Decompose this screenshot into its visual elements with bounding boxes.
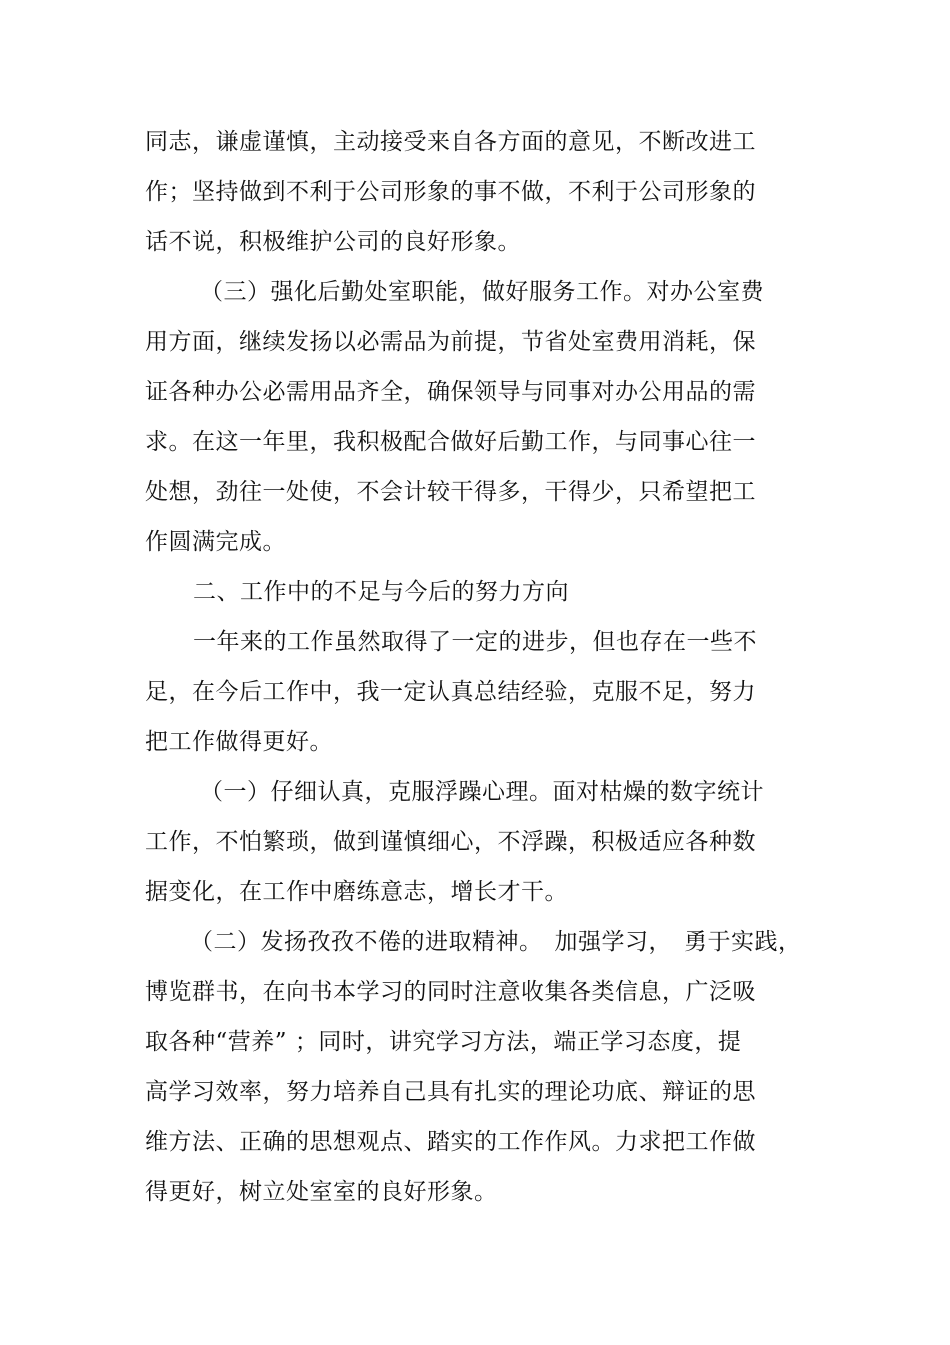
text-line: （二）发扬孜孜不倦的进取精神。 加强学习， 勇于实践，: [190, 929, 802, 955]
text-line: 作圆满完成。: [145, 529, 286, 555]
text-line: 证各种办公必需用品齐全，确保领导与同事对办公用品的需: [145, 379, 756, 405]
text-line: 高学习效率，努力培养自己具有扎实的理论功底、辩证的思: [145, 1079, 756, 1105]
text-line: 一年来的工作虽然取得了一定的进步，但也存在一些不: [193, 629, 757, 655]
text-line: （三）强化后勤处室职能，做好服务工作。对办公室费: [200, 279, 764, 305]
section-heading: 二、工作中的不足与今后的努力方向: [193, 579, 569, 605]
text-line: 取各种“营养” ；同时，讲究学习方法，端正学习态度，提: [145, 1029, 742, 1055]
text-line: 据变化，在工作中磨练意志，增长才干。: [145, 879, 568, 905]
text-line: 足，在今后工作中，我一定认真总结经验，克服不足，努力: [145, 679, 756, 705]
text-line: 得更好，树立处室室的良好形象。: [145, 1179, 498, 1205]
text-line: 话不说，积极维护公司的良好形象。: [145, 229, 521, 255]
text-line: 求。在这一年里，我积极配合做好后勤工作，与同事心往一: [145, 429, 756, 455]
text-line: （一）仔细认真，克服浮躁心理。面对枯燥的数字统计: [200, 779, 764, 805]
text-line: 作；坚持做到不利于公司形象的事不做，不利于公司形象的: [145, 179, 756, 205]
text-line: 处想，劲往一处使，不会计较干得多，干得少，只希望把工: [145, 479, 756, 505]
text-line: 用方面，继续发扬以必需品为前提，节省处室费用消耗，保: [145, 329, 756, 355]
text-line: 同志，谦虚谨慎，主动接受来自各方面的意见，不断改进工: [145, 129, 756, 155]
text-line: 维方法、正确的思想观点、踏实的工作作风。力求把工作做: [145, 1129, 756, 1155]
text-line: 工作，不怕繁琐，做到谨慎细心，不浮躁，积极适应各种数: [145, 829, 756, 855]
text-line: 把工作做得更好。: [145, 729, 333, 755]
text-line: 博览群书，在向书本学习的同时注意收集各类信息，广泛吸: [145, 979, 756, 1005]
